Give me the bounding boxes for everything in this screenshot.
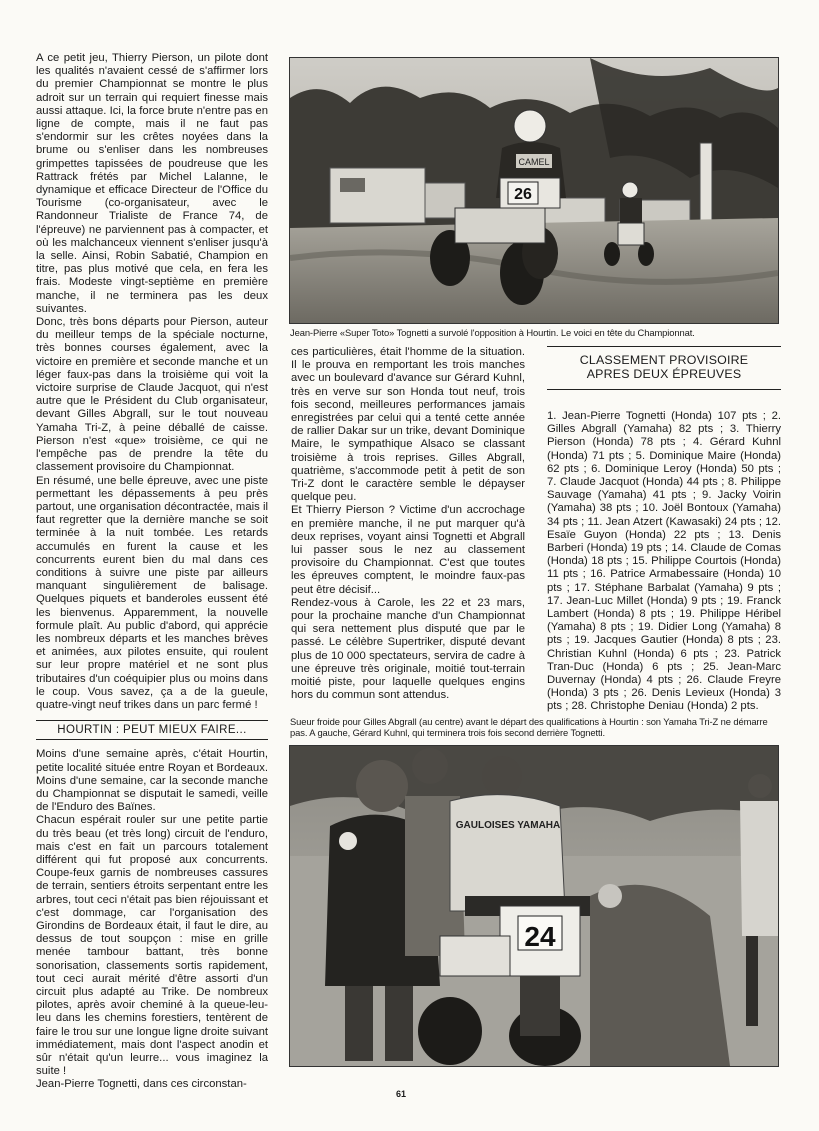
paragraph: Rendez-vous à Carole, les 22 et 23 mars, pour la prochaine manche d'un Championnat qui sera nettement plus disputé que par le passé. Le célèbre Supertriker, disputé devant plus de 10 000 spectateurs, servira de cadre à une épreuve très originale, moitié tout-terrain moitié piste, pour laquelle quelques engins hors du commun sont attendus.	[291, 596, 525, 702]
section-heading: HOURTIN : PEUT MIEUX FAIRE...	[36, 720, 268, 740]
article-column-left	[36, 52, 268, 1092]
standings-box	[547, 346, 781, 714]
race-number-top: 26	[514, 186, 532, 203]
standings-title-line: CLASSEMENT PROVISOIRE	[579, 353, 749, 367]
paragraph: Jean-Pierre Tognetti, dans ces circonstan-	[36, 1078, 247, 1091]
race-number-bottom: 24	[524, 921, 556, 952]
photo-caption: Jean-Pierre «Super Toto» Tognetti a survolé l'opposition à Hourtin. Le voici en tête du Championnat.	[290, 327, 695, 338]
standings-title-line: APRES DEUX ÉPREUVES	[586, 367, 742, 381]
photo-illustration	[290, 58, 778, 323]
photo-race-tognetti	[289, 57, 779, 324]
paragraph: A ce petit jeu, Thierry Pierson, un pilote dont les qualités n'avaient cessé de s'affirmer lors du premier Championnat se montre le plus adroit sur un terrain qui requiert finesse mais aussi attaque. Ici, la force brute n'entre pas en ligne de compte, mais il ne faut pas s'endormir sur les crêtes noyées dans la brume ou s'enliser dans les nombreuses grimpettes tapissées de poudreuse que les Rattrack frétés par Michel Lalanne, le dynamique et efficace Directeur de l'Office du Tourisme (co-organisateur, avec le Randonneur Trialiste de France 74, de l'épreuve) ne parviennent pas à compacter, et où les malchanceux viennent s'enliser jusqu'à la selle. Ainsi, Robin Sabatié, Champion en titre, pas plus motivé que cela, en fera les frais. Modeste vingt-septième en première manche, il ne terminera pas les deux suivantes.	[36, 52, 268, 315]
jacket-text: GAULOISES YAMAHA	[455, 820, 561, 831]
paragraph: Et Thierry Pierson ? Victime d'un accrochage en première manche, il ne put marquer qu'à deux reprises, voyant ainsi Tognetti et Abgrall lui passer sous le nez au classement provisoire du Championnat. C'est que toutes les épreuves comptent, le moindre faux-pas peut être décisif...	[291, 504, 525, 596]
paragraph: Moins d'une semaine après, c'était Hourtin, petite localité située entre Royan et Bordeaux. Moins d'une semaine, car la seconde manche du Championnat se disputait le samedi, veille de l'Enduro des Baïnes.	[36, 748, 268, 814]
helmet-text: CAMEL	[518, 157, 550, 167]
paragraph: En résumé, une belle épreuve, avec une piste permettant les dépassements à peu près partout, une organisation décontractée, mais il faut regretter que la dernière manche se soit terminée à la nuit tombée. Les retards accumulés en furent la cause et les concurrents eurent bien du mal dans ces conditions à suivre une piste par ailleurs manquant singulièrement de balisage. Quelques piquets et banderoles eussent été les bienvenus. Apparemment, la nouvelle formule plaît. Au public d'abord, qui apprécie les nombreux départs et les manches brèves et animées, aux pilotes ensuite, qui roulent sur leur propre matériel et ne sont plus tributaires d'un coéquipier plus ou moins dans le coup. Vous savez, ça a de la gueule, quatre-vingt neuf trikes dans un parc fermé !	[36, 474, 268, 711]
standings-list: 1. Jean-Pierre Tognetti (Honda) 107 pts ; 2. Gilles Abgrall (Yamaha) 82 pts ; 3. Thierry Pierson (Honda) 78 pts ; 4. Gérard Kuhnl (Honda) 71 pts ; 5. Dominique Maire (Honda) 62 pts ; 6. Dominique Leroy (Honda) 50 pts ; 7. Claude Jacquot (Honda) 44 pts ; 8. Philippe Sauvage (Yamaha) 41 pts ; 9. Jacky Voirin (Yamaha) 38 pts ; 10. Joël Bontoux (Yamaha) 34 pts ; 11. Jean Atzert (Kawasaki) 24 pts ; 12. Esaïe Guyon (Honda) 22 pts ; 13. Denis Barberi (Honda) 19 pts ; 14. Claude de Comas (Honda) 18 pts ; 15. Philippe Courtois (Honda) 11 pts ; 16. Patrice Armabessaire (Honda) 10 pts ; 17. Stéphane Barbalat (Yamaha) 9 pts ; 17. Jean-Luc Millet (Honda) 9 pts ; 19. Franck Lambert (Honda) 8 pts ; 19. Philippe Héribel (Yamaha) 8 pts ; 19. Didier Long (Yamaha) 8 pts ; 19. Jacques Gautier (Honda) 8 pts ; 23. Christian Kuhnl (Honda) 6 pts ; 23. Patrick Tran-Duc (Honda) 6 pts ; 25. Jean-Marc Duvernay (Honda) 4 pts ; 26. Claude Freyre (Honda) 3 pts ; 26. Denis Levieux (Honda) 3 pts ; 28. Christophe Deniau (Honda) 2 pts.	[547, 410, 781, 713]
article-column-middle	[291, 346, 525, 702]
photo-paddock-abgrall	[289, 745, 779, 1067]
photo-caption: Sueur froide pour Gilles Abgrall (au centre) avant le départ des qualifications à Hourtin : son Yamaha Tri-Z ne démarre pas. A gauche, Gérard Kuhnl, qui terminera trois fois second derrière Tognetti.	[290, 716, 768, 738]
paragraph: Chacun espérait rouler sur une petite partie du très beau (et très long) circuit de l'enduro, mais c'est en fait un parcours totalement différent qui fut proposé aux concurrents. Coupe-feux garnis de nombreuses cassures de terrain, sentiers étroits serpentant entre les arbres, tout ceci n'était pas bien réjouissant et c'est dommage, car l'organisation des Girondins de Bordeaux était, il faut le dire, au dessus de tout soupçon : mise en grille menée tambour battant, très bonne sonorisation, classements sortis rapidement, tout ceci aurait mérité d'être assorti d'un circuit plus adapté au Trike. De nombreux pilotes, après avoir cheminé à la queue-leu-leu dans les chemins forestiers, tentèrent de faire le trou sur une longue ligne droite suivant immédiatement, mais dont l'aspect anodin et sûr n'était qu'un leurre... vous imaginez la suite !	[36, 814, 268, 1078]
paragraph: ces particulières, était l'homme de la situation. Il le prouva en remportant les trois manches avec un boulevard d'avance sur Gérard Kuhnl, très en verve sur son Honda tout neuf, trois fois second, meilleures performances jamais enregistrées par celui qui a tenté cette année de rallier Dakar sur un trike, devant Dominique Maire, le sympathique Alsaco se classant troisième à trois reprises. Gilles Abgrall, quatrième, s'accommode petit à petit de son Tri-Z dont le caractère semble le dépayser quelque peu.	[291, 346, 525, 504]
standings-title	[547, 346, 781, 390]
photo-illustration	[290, 746, 778, 1066]
page-number: 61	[396, 1089, 407, 1099]
paragraph: Donc, très bons départs pour Pierson, auteur du meilleur temps de la spéciale nocturne, très bonnes courses également, avec la victoire en première et seconde manche et un léger faux-pas dans la troisième qui voit la victoire surprise de Claude Jacquot, qui n'est autre que le Président du Club organisateur, devant Gilles Abgrall, sur le tout nouveau Yamaha Tri-Z, à peine déballé de caisse. Pierson n'est «que» troisième, ce qui ne l'empêche pas de prendre la tête du classement provisoire du Championnat.	[36, 316, 268, 474]
